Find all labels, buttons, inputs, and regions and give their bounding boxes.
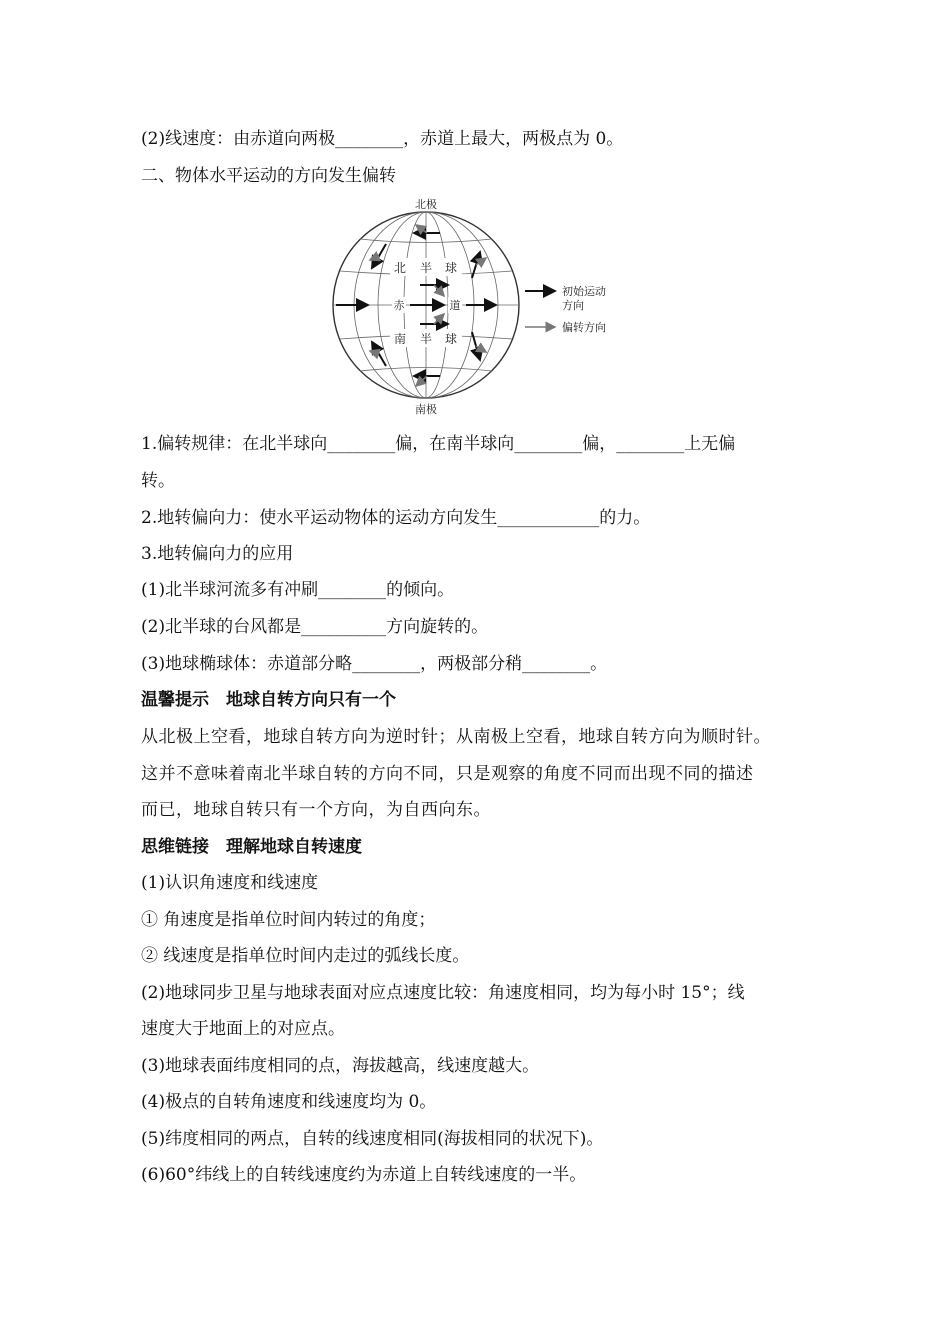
equator-label-1: 赤 xyxy=(393,299,405,312)
north-hemisphere-label-2: 半 xyxy=(419,261,433,275)
tip-text-line-2: 这并不意味着南北半球自转的方向不同，只是观察的角度不同而出现不同的描述 xyxy=(141,764,754,784)
thinking-link-heading: 思维链接 理解地球自转速度 xyxy=(141,837,362,857)
north-pole-label: 北极 xyxy=(415,198,437,211)
legend-deflect: 偏转方向 xyxy=(562,321,606,334)
north-hemisphere-label-1: 北 xyxy=(393,261,407,275)
equator-label-2: 道 xyxy=(449,299,461,312)
north-hemisphere-label-3: 球 xyxy=(444,261,458,275)
tip-text-line-3: 而已，地球自转只有一个方向，为自西向东。 xyxy=(141,800,491,820)
text-line-deflection-rule: 1.偏转规律：在北半球向________偏，在南半球向________偏，________上无偏 xyxy=(141,434,736,454)
text-line-typhoon: (2)北半球的台风都是__________方向旋转的。 xyxy=(141,617,489,637)
text-line-linear-velocity: (2)线速度：由赤道向两极________，赤道上最大，两极点为 0。 xyxy=(141,129,624,149)
text-line-60-degrees: (6)60°纬线上的自转线速度约为赤道上自转线速度的一半。 xyxy=(141,1165,587,1185)
legend-initial-line2: 方向 xyxy=(562,299,584,312)
text-line-velocity-intro: (1)认识角速度和线速度 xyxy=(141,873,319,893)
text-line-river-erosion: (1)北半球河流多有冲刷________的倾向。 xyxy=(141,580,455,600)
section-heading-deflection: 二、物体水平运动的方向发生偏转 xyxy=(141,166,396,186)
south-pole-label: 南极 xyxy=(415,403,437,416)
globe-deflection-diagram xyxy=(330,196,630,418)
text-line-coriolis-application: 3.地转偏向力的应用 xyxy=(141,544,294,564)
text-line-linear-velocity-def: ② 线速度是指单位时间内走过的弧线长度。 xyxy=(141,946,470,966)
text-line-same-latitude: (5)纬度相同的两点，自转的线速度相同(海拔相同的状况下)。 xyxy=(141,1129,604,1149)
south-hemisphere-label-3: 球 xyxy=(444,332,458,346)
text-line-altitude: (3)地球表面纬度相同的点，海拔越高，线速度越大。 xyxy=(141,1056,540,1076)
text-line-angular-velocity: ① 角速度是指单位时间内转过的角度； xyxy=(141,910,436,930)
text-line-deflection-rule-cont: 转。 xyxy=(141,471,175,491)
text-line-coriolis-force: 2.地转偏向力：使水平运动物体的运动方向发生____________的力。 xyxy=(141,508,651,528)
text-line-poles: (4)极点的自转角速度和线速度均为 0。 xyxy=(141,1092,437,1112)
tip-heading: 温馨提示 地球自转方向只有一个 xyxy=(141,690,396,710)
south-hemisphere-label-2: 半 xyxy=(419,332,433,346)
legend-initial-line1: 初始运动 xyxy=(562,285,606,298)
text-line-satellite-cont: 速度大于地面上的对应点。 xyxy=(141,1019,345,1039)
figure-legend xyxy=(525,284,606,334)
text-line-ellipsoid: (3)地球椭球体：赤道部分略________，两极部分稍________。 xyxy=(141,654,608,674)
text-line-satellite: (2)地球同步卫星与地球表面对应点速度比较：角速度相同，均为每小时 15°；线 xyxy=(141,983,745,1003)
tip-text-line-1: 从北极上空看，地球自转方向为逆时针；从南极上空看，地球自转方向为顺时针。 xyxy=(141,727,771,747)
south-hemisphere-label-1: 南 xyxy=(393,332,407,346)
